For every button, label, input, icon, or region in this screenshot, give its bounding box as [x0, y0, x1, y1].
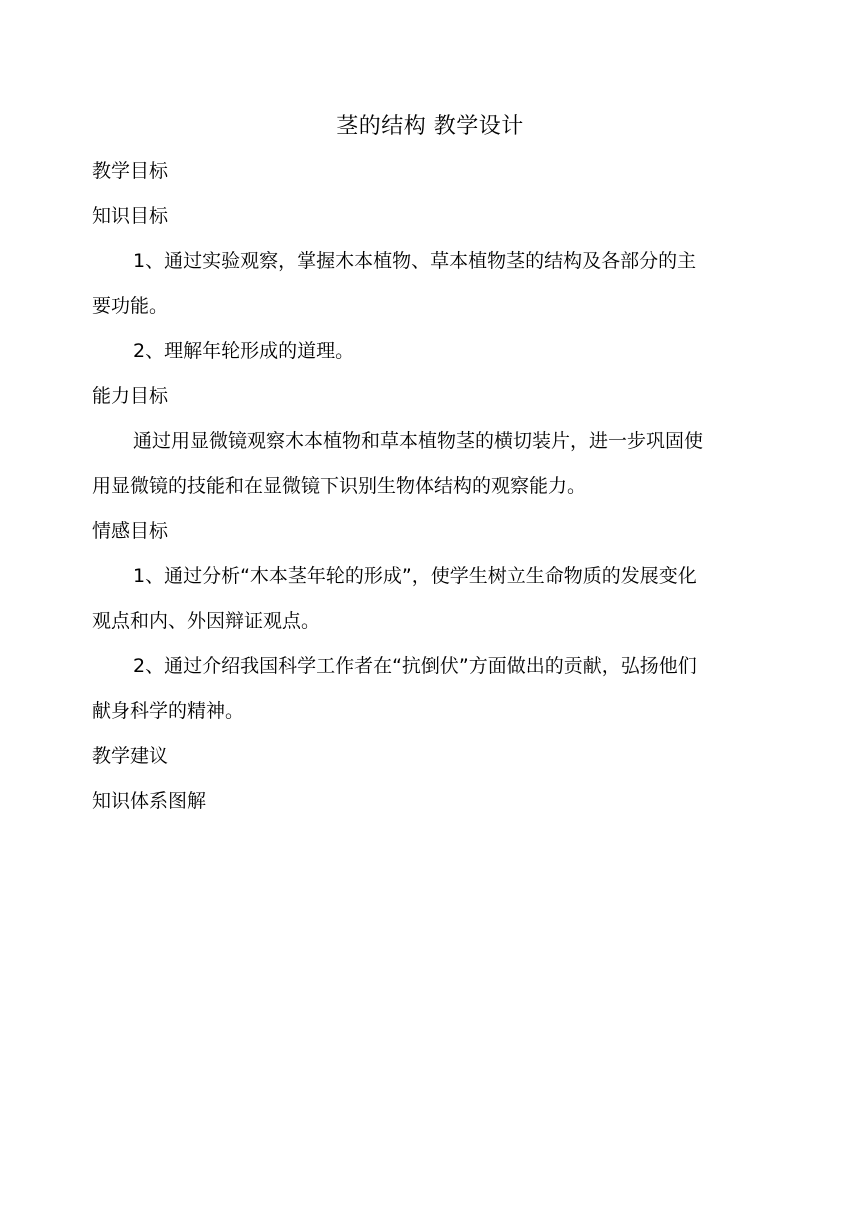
heading-emotion-goals: 情感目标	[92, 520, 169, 542]
heading-knowledge-diagram: 知识体系图解	[92, 790, 207, 812]
ability-text-line-2: 用显微镜的技能和在显微镜下识别生物体结构的观察能力。	[92, 475, 587, 497]
emotion-item-2-line-1: 2、通过介绍我国科学工作者在“抗倒伏”方面做出的贡献，弘扬他们	[133, 655, 697, 677]
heading-teaching-suggestions: 教学建议	[92, 745, 169, 767]
knowledge-item-2: 2、理解年轮形成的道理。	[133, 340, 355, 362]
emotion-item-1-line-2: 观点和内、外因辩证观点。	[92, 610, 321, 632]
heading-teaching-goals: 教学目标	[92, 160, 169, 182]
document-title: 茎的结构 教学设计	[336, 114, 524, 139]
ability-text-line-1: 通过用显微镜观察木本植物和草本植物茎的横切装片，进一步巩固使	[133, 430, 704, 452]
knowledge-item-1-line-1: 1、通过实验观察，掌握木本植物、草本植物茎的结构及各部分的主	[133, 250, 697, 272]
heading-ability-goals: 能力目标	[92, 385, 169, 407]
heading-knowledge-goals: 知识目标	[92, 205, 169, 227]
emotion-item-2-line-2: 献身科学的精神。	[92, 700, 245, 722]
knowledge-item-1-line-2: 要功能。	[92, 295, 169, 317]
emotion-item-1-line-1: 1、通过分析“木本茎年轮的形成”，使学生树立生命物质的发展变化	[133, 565, 697, 587]
